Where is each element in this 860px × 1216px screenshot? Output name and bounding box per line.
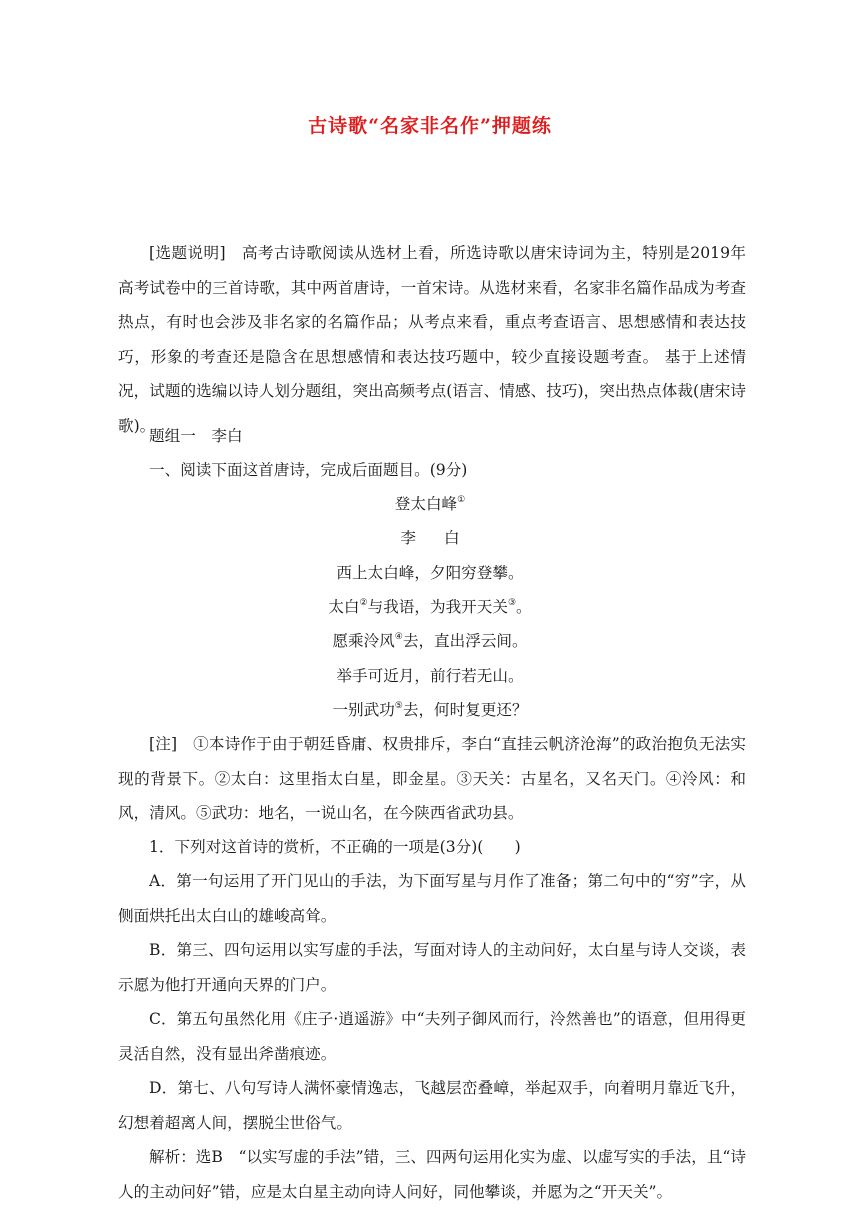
group-heading: 题组一 李白 (149, 427, 243, 445)
footnote-marker: ④ (394, 632, 403, 642)
poem-line (0, 590, 860, 625)
poem-line (0, 556, 860, 591)
poem-line-text: 太白 (328, 598, 360, 616)
option-a: A．第一句运用了开门见山的手法，为下面写星与月作了准备；第二句中的“穷”字，从侧面烘托出太白山的雄峻高耸。 (118, 872, 746, 925)
page-title: 古诗歌“名家非名作”押题练 (308, 115, 552, 137)
question-stem: 1．下列对这首诗的赏析，不正确的一项是(3分)( ) (149, 838, 521, 856)
footnote-marker: ⑤ (394, 701, 403, 711)
poem-author-first: 李 (400, 529, 416, 547)
poem-line (0, 659, 860, 694)
option-c: C．第五句虽然化用《庄子·逍遥游》中“夫列子御风而行，泠然善也”的语意，但用得更灵活自然，没有显出斧凿痕迹。 (118, 1010, 746, 1063)
intro-paragraph: [选题说明] 高考古诗歌阅读从选材上看，所选诗歌以唐宋诗词为主，特别是2019年高考试卷中的三首诗歌，其中两首唐诗，一首宋诗。从选材来看，名家非名篇作品成为考查热点，有时也会涉及非名家的名篇作品；从考点来看，重点考查语言、思想感情和表达技巧，形象的考查还是隐含在思想感情和表达技巧题中，较少直接设题考查。 基于上述情况，试题的选编以诗人划分题组，突出高频考点(语言、情感、技巧)，突出热点体裁(唐宋诗歌)。 (118, 244, 746, 435)
poem-author (0, 521, 860, 556)
footnote-marker: ③ (507, 598, 517, 608)
poem-title-text: 登太白峰 (394, 495, 458, 513)
footnote-marker: ② (359, 598, 368, 608)
section-heading: 一、阅读下面这首唐诗，完成后面题目。(9分) (149, 461, 468, 479)
poem-line-text: 。 (516, 598, 532, 616)
poem-line-text: 去，直出浮云间。 (402, 632, 528, 650)
poem-line-text: 与我语，为我开天关 (367, 598, 508, 616)
option-d: D．第七、八句写诗人满怀豪情逸志，飞越层峦叠嶂，举起双手，向着明月靠近飞升，幻想着超离人间，摆脱尘世俗气。 (118, 1079, 746, 1132)
poem-line-text: 去，何时复更还？ (402, 701, 528, 719)
poem-line-text: 愿乘泠风 (332, 632, 395, 650)
poem-line (0, 624, 860, 659)
answer-explanation: 解析：选B “以实写虚的手法”错，三、四两句运用化实为虚、以虚写实的手法，且“诗人的主动问好”错，应是太白星主动向诗人问好，同他攀谈，并愿为之“开天关”。 (118, 1148, 746, 1201)
footnote-marker: ① (457, 495, 466, 505)
poem-title (0, 487, 860, 522)
poem-line-text: 西上太白峰，夕阳穷登攀。 (336, 564, 524, 582)
poem-line-text: 举手可近月，前行若无山。 (336, 667, 524, 685)
poem-note: [注] ①本诗作于由于朝廷昏庸、权贵排斥，李白“直挂云帆济沧海”的政治抱负无法实现的背景下。②太白：这里指太白星，即金星。③天关：古星名，又名天门。④泠风：和风，清风。⑤武功：地名，一说山名，在今陕西省武功县。 (118, 735, 746, 823)
poem-line (0, 693, 860, 728)
poem-author-last: 白 (444, 529, 460, 547)
poem-line-text: 一别武功 (332, 701, 395, 719)
option-b: B．第三、四句运用以实写虚的手法，写面对诗人的主动问好，太白星与诗人交谈，表示愿为他打开通向天界的门户。 (118, 941, 746, 994)
